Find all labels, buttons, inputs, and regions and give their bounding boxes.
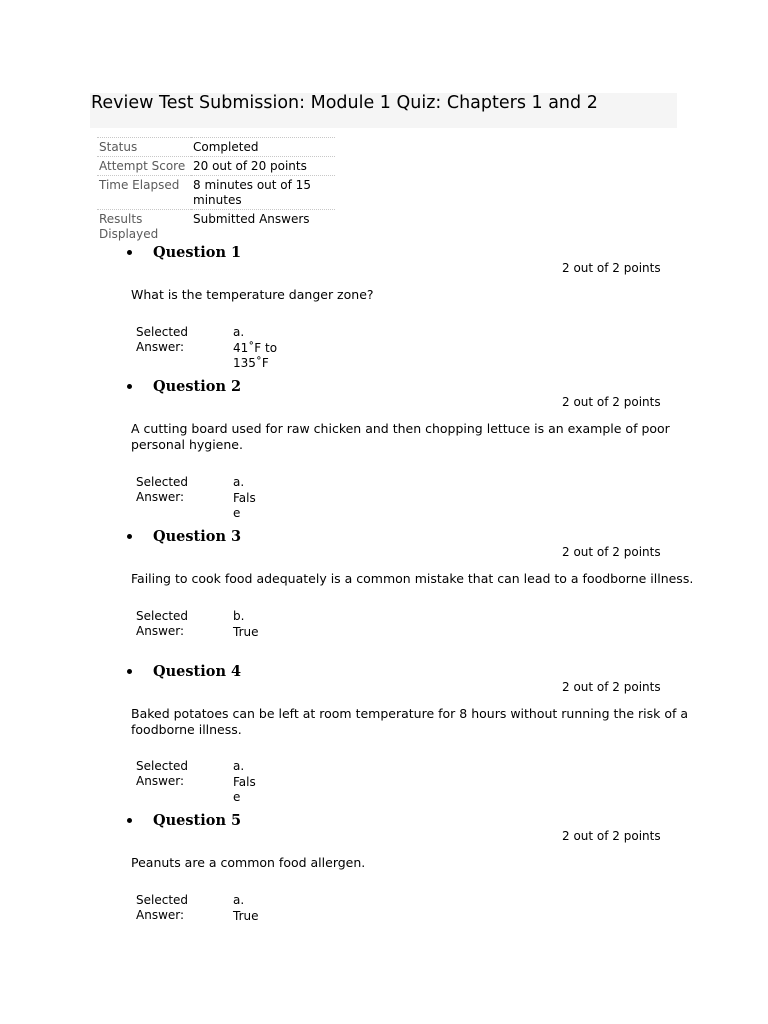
summary-value: Completed xyxy=(193,140,259,154)
question-title: Question 3 xyxy=(153,528,242,545)
selected-answer-label: Selected Answer: xyxy=(136,475,189,504)
summary-row-time-elapsed xyxy=(97,176,335,210)
answer-text: True xyxy=(233,908,259,923)
summary-value: 8 minutes out of 15 minutes xyxy=(193,178,311,207)
question-text: Peanuts are a common food allergen. xyxy=(131,855,366,870)
selected-answer-label: Selected Answer: xyxy=(136,759,189,788)
question-text: Failing to cook food adequately is a common mistake that can lead to a foodborne illness. xyxy=(131,571,694,586)
selected-answer-value xyxy=(233,759,263,806)
bullet-icon xyxy=(127,669,132,674)
summary-value: 20 out of 20 points xyxy=(193,159,307,173)
answer-text: True xyxy=(233,624,259,639)
selected-answer-label: Selected Answer: xyxy=(136,325,189,354)
question-points: 2 out of 2 points xyxy=(562,261,661,275)
bullet-icon xyxy=(127,818,132,823)
question-title: Question 4 xyxy=(153,663,242,680)
answer-text: False xyxy=(233,774,256,804)
answer-text: 41˚F to 135˚F xyxy=(233,340,278,370)
summary-label: Time Elapsed xyxy=(99,178,180,192)
selected-answer-value xyxy=(233,893,260,924)
question-text: What is the temperature danger zone? xyxy=(131,287,374,302)
summary-row-results-displayed xyxy=(97,210,335,244)
question-text: A cutting board used for raw chicken and then chopping lettuce is an example of poor personal hygiene. xyxy=(131,421,670,452)
summary-label: Status xyxy=(99,140,138,154)
question-text: Baked potatoes can be left at room temperature for 8 hours without running the risk of a foodborne illness. xyxy=(131,706,689,737)
selected-answer-label: Selected Answer: xyxy=(136,609,189,638)
question-points: 2 out of 2 points xyxy=(562,395,661,409)
answer-letter: a. xyxy=(233,759,245,773)
answer-letter: a. xyxy=(233,325,245,339)
bullet-icon xyxy=(127,534,132,539)
question-points: 2 out of 2 points xyxy=(562,829,661,843)
question-points: 2 out of 2 points xyxy=(562,680,661,694)
answer-text: False xyxy=(233,490,256,520)
selected-answer-value xyxy=(233,609,260,640)
summary-row-status xyxy=(97,138,335,157)
bullet-icon xyxy=(127,384,132,389)
question-title: Question 2 xyxy=(153,378,242,395)
summary-row-attempt-score xyxy=(97,157,335,176)
answer-letter: a. xyxy=(233,475,245,489)
summary-label: Results Displayed xyxy=(99,212,159,241)
bullet-icon xyxy=(127,250,132,255)
selected-answer-value xyxy=(233,325,281,372)
selected-answer-value xyxy=(233,475,263,522)
answer-letter: a. xyxy=(233,893,245,907)
submission-summary-table xyxy=(97,137,335,243)
answer-letter: b. xyxy=(233,609,245,623)
question-title: Question 5 xyxy=(153,812,242,829)
page-title: Review Test Submission: Module 1 Quiz: Chapters 1 and 2 xyxy=(91,93,598,113)
selected-answer-label: Selected Answer: xyxy=(136,893,189,922)
summary-value: Submitted Answers xyxy=(193,212,310,226)
question-title: Question 1 xyxy=(153,244,242,261)
question-points: 2 out of 2 points xyxy=(562,545,661,559)
summary-label: Attempt Score xyxy=(99,159,186,173)
